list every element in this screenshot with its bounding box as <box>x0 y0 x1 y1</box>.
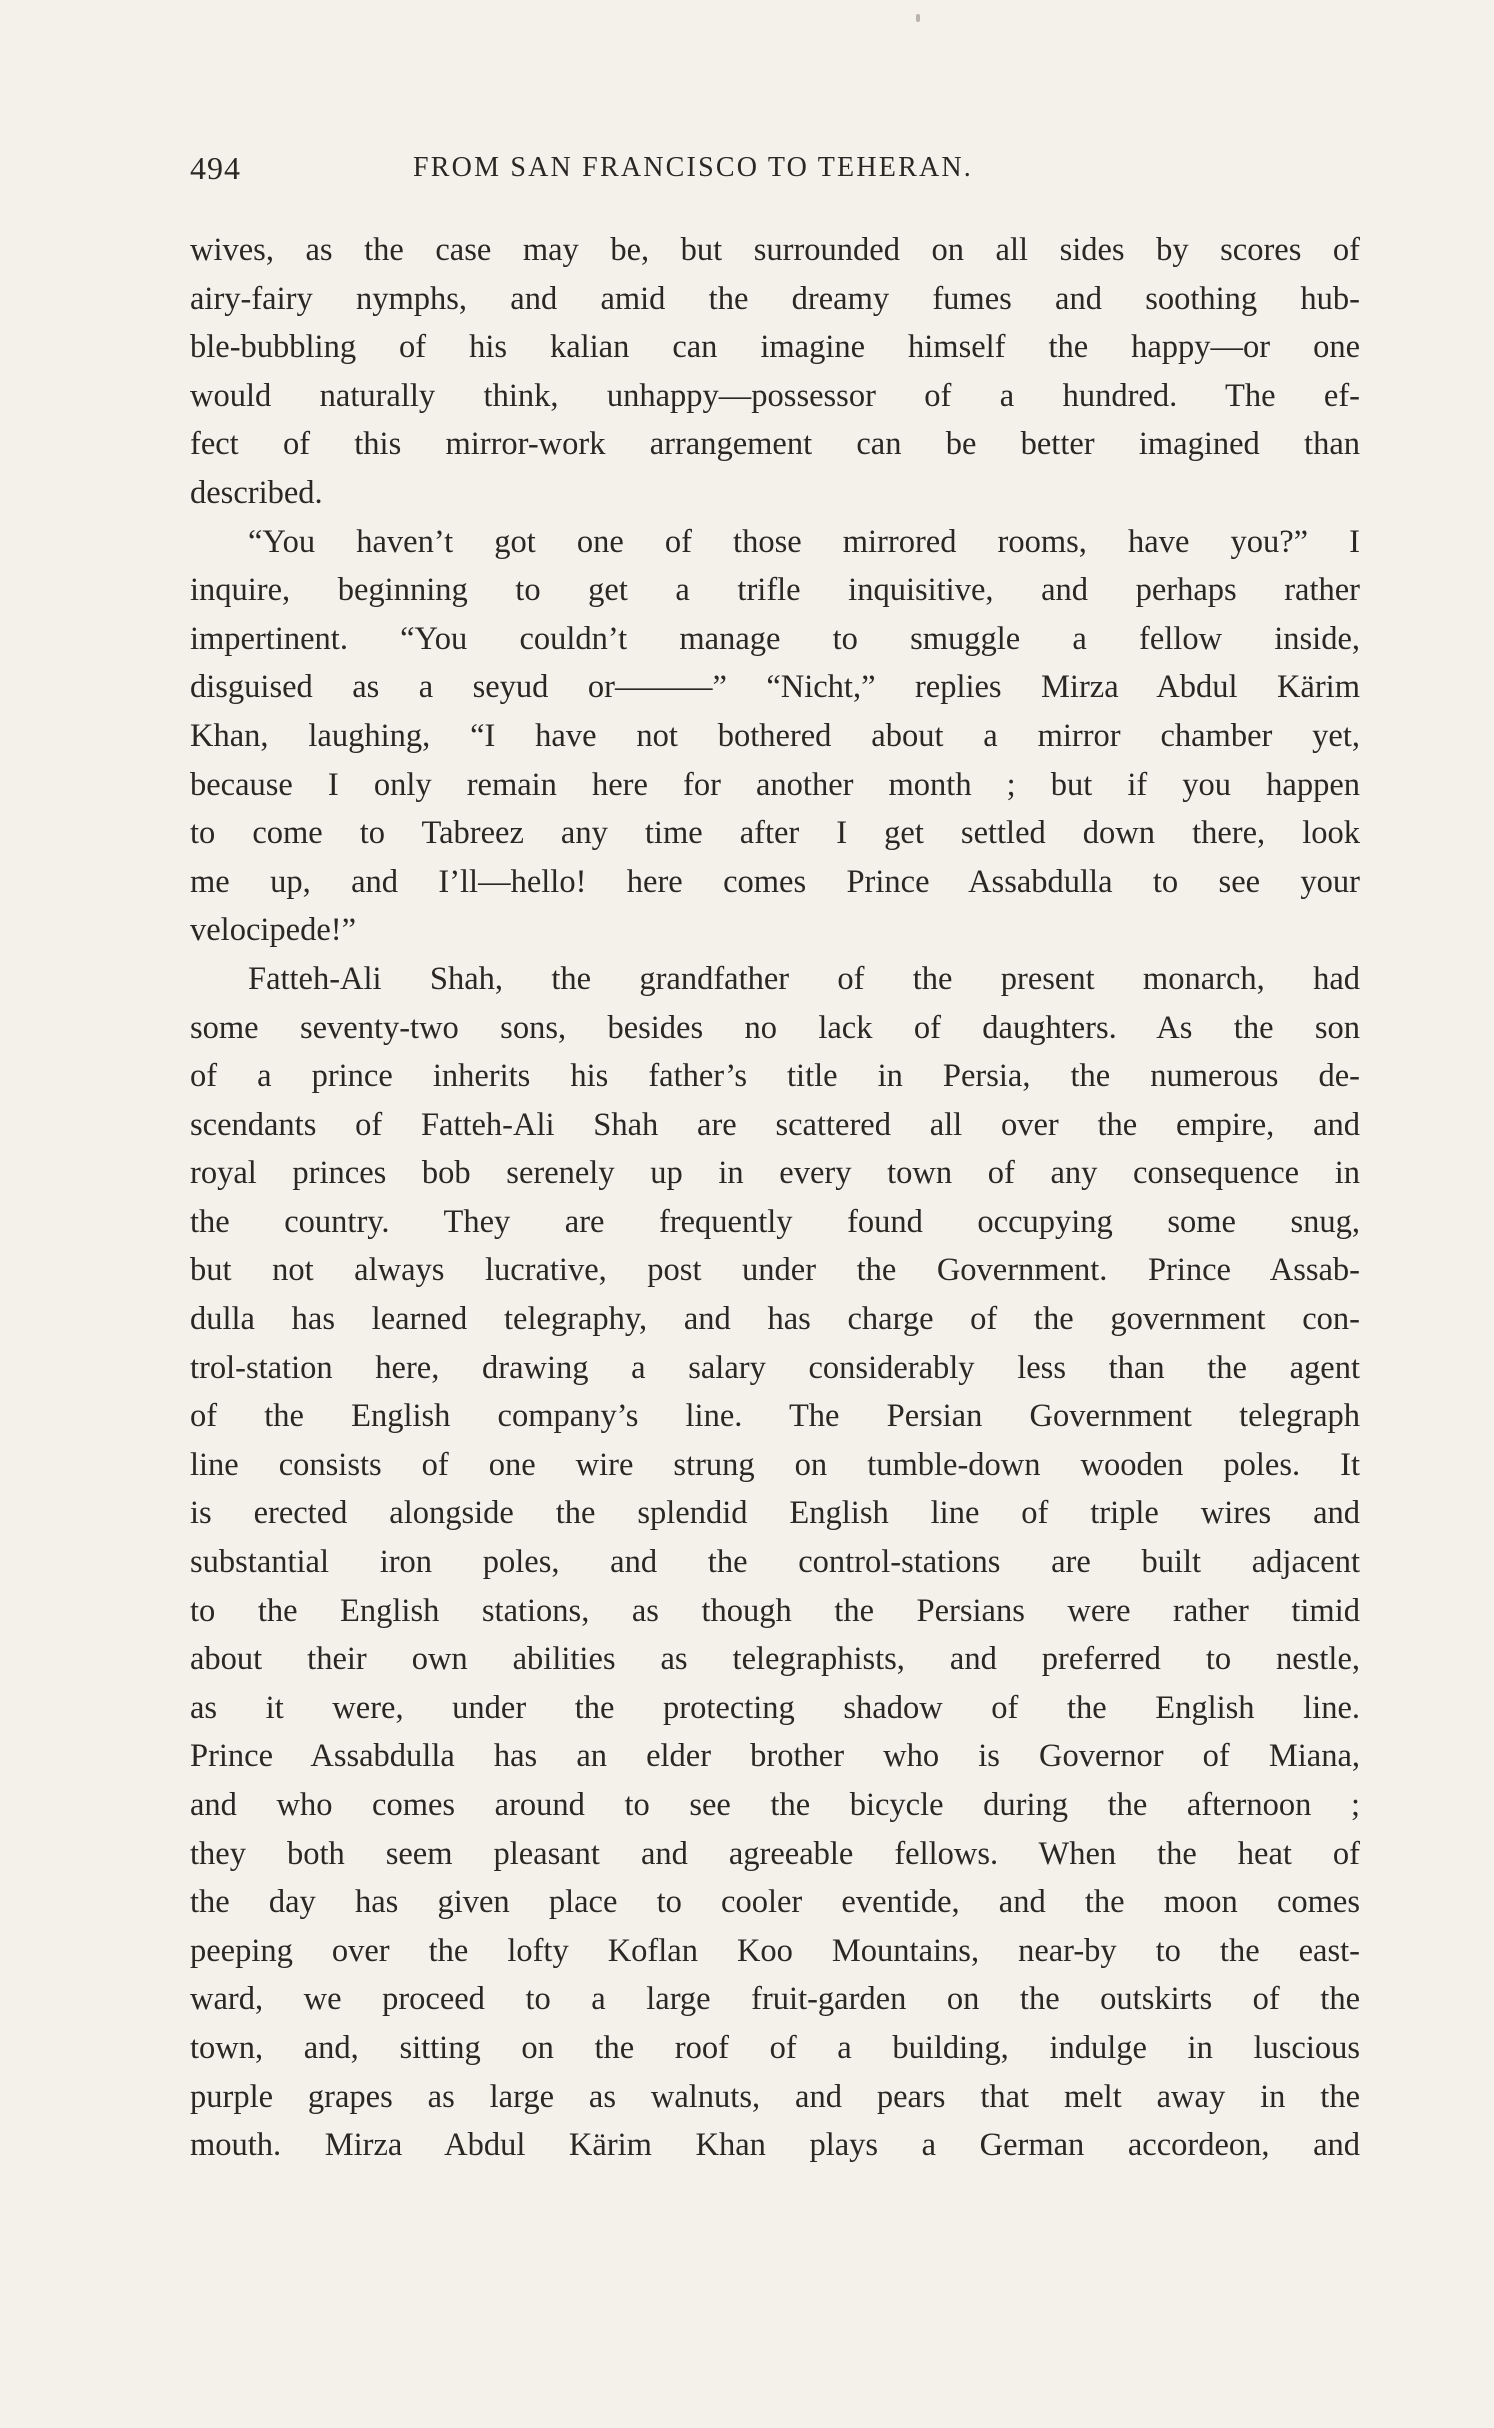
text-line: Khan, laughing, “I have not bothered about a mirror chamber yet, <box>190 717 1360 754</box>
text-line: and who comes around to see the bicycle during the afternoon ; <box>190 1787 1360 1823</box>
text-line: inquire, beginning to get a trifle inquisitive, and perhaps rather <box>190 572 1360 609</box>
text-line: ward, we proceed to a large fruit-garden on the outskirts of the <box>190 1981 1360 2018</box>
text-line: of a prince inherits his father’s title in Persia, the numerous de- <box>190 1058 1360 1095</box>
text-line: to come to Tabreez any time after I get settled down there, look <box>190 815 1360 852</box>
text-line: they both seem pleasant and agreeable fellows. When the heat of <box>190 1835 1360 1872</box>
text-line: is erected alongside the splendid English line of triple wires and <box>190 1495 1360 1532</box>
text-line: airy-fairy nymphs, and amid the dreamy fumes and soothing hub- <box>190 280 1360 317</box>
page-speck <box>916 14 920 22</box>
text-line: royal princes bob serenely up in every town of any consequence in <box>190 1155 1360 1192</box>
text-line: fect of this mirror-work arrangement can be better imagined than <box>190 426 1360 463</box>
text-line: Prince Assabdulla has an elder brother who is Governor of Miana, <box>190 1738 1360 1775</box>
text-line: wives, as the case may be, but surrounded on all sides by scores of <box>190 232 1360 268</box>
text-line: dulla has learned telegraphy, and has charge of the government con- <box>190 1301 1360 1338</box>
text-line: trol-station here, drawing a salary considerably less than the agent <box>190 1349 1360 1386</box>
text-line: peeping over the lofty Koflan Koo Mountains, near-by to the east- <box>190 1932 1360 1969</box>
text-line: the country. They are frequently found occupying some snug, <box>190 1203 1360 1240</box>
text-line: Fatteh-Ali Shah, the grandfather of the present monarch, had <box>248 960 1360 997</box>
text-line: some seventy-two sons, besides no lack of daughters. As the son <box>190 1009 1360 1046</box>
text-line: velocipede!” <box>190 912 357 949</box>
text-line: substantial iron poles, and the control-stations are built adjacent <box>190 1544 1360 1581</box>
running-title: FROM SAN FRANCISCO TO TEHERAN. <box>413 152 973 183</box>
text-line: the day has given place to cooler eventide, and the moon comes <box>190 1884 1360 1921</box>
text-line: me up, and I’ll—hello! here comes Prince Assabdulla to see your <box>190 863 1360 900</box>
text-line: impertinent. “You couldn’t manage to smuggle a fellow inside, <box>190 620 1360 657</box>
text-line: of the English company’s line. The Persian Government telegraph <box>190 1398 1360 1435</box>
text-line: but not always lucrative, post under the Government. Prince Assab- <box>190 1252 1360 1289</box>
text-line: as it were, under the protecting shadow of the English line. <box>190 1689 1360 1726</box>
running-head <box>190 150 1370 194</box>
text-line: disguised as a seyud or———” “Nicht,” replies Mirza Abdul Kärim <box>190 669 1360 706</box>
text-line: about their own abilities as telegraphists, and preferred to nestle, <box>190 1641 1360 1678</box>
text-line: because I only remain here for another month ; but if you happen <box>190 766 1360 803</box>
text-line: would naturally think, unhappy—possessor of a hundred. The ef- <box>190 377 1360 414</box>
text-line: town, and, sitting on the roof of a building, indulge in luscious <box>190 2029 1360 2066</box>
body-text <box>190 226 1360 2170</box>
page-number: 494 <box>190 150 241 186</box>
text-line: mouth. Mirza Abdul Kärim Khan plays a German accordeon, and <box>190 2127 1360 2164</box>
text-line: line consists of one wire strung on tumble-down wooden poles. It <box>190 1446 1360 1483</box>
text-line: scendants of Fatteh-Ali Shah are scattered all over the empire, and <box>190 1106 1360 1143</box>
text-line: described. <box>190 474 323 511</box>
text-line: to the English stations, as though the Persians were rather timid <box>190 1592 1360 1629</box>
text-line: “You haven’t got one of those mirrored rooms, have you?” I <box>248 523 1360 560</box>
text-line: ble-bubbling of his kalian can imagine himself the happy—or one <box>190 329 1360 366</box>
text-line: purple grapes as large as walnuts, and pears that melt away in the <box>190 2078 1360 2115</box>
